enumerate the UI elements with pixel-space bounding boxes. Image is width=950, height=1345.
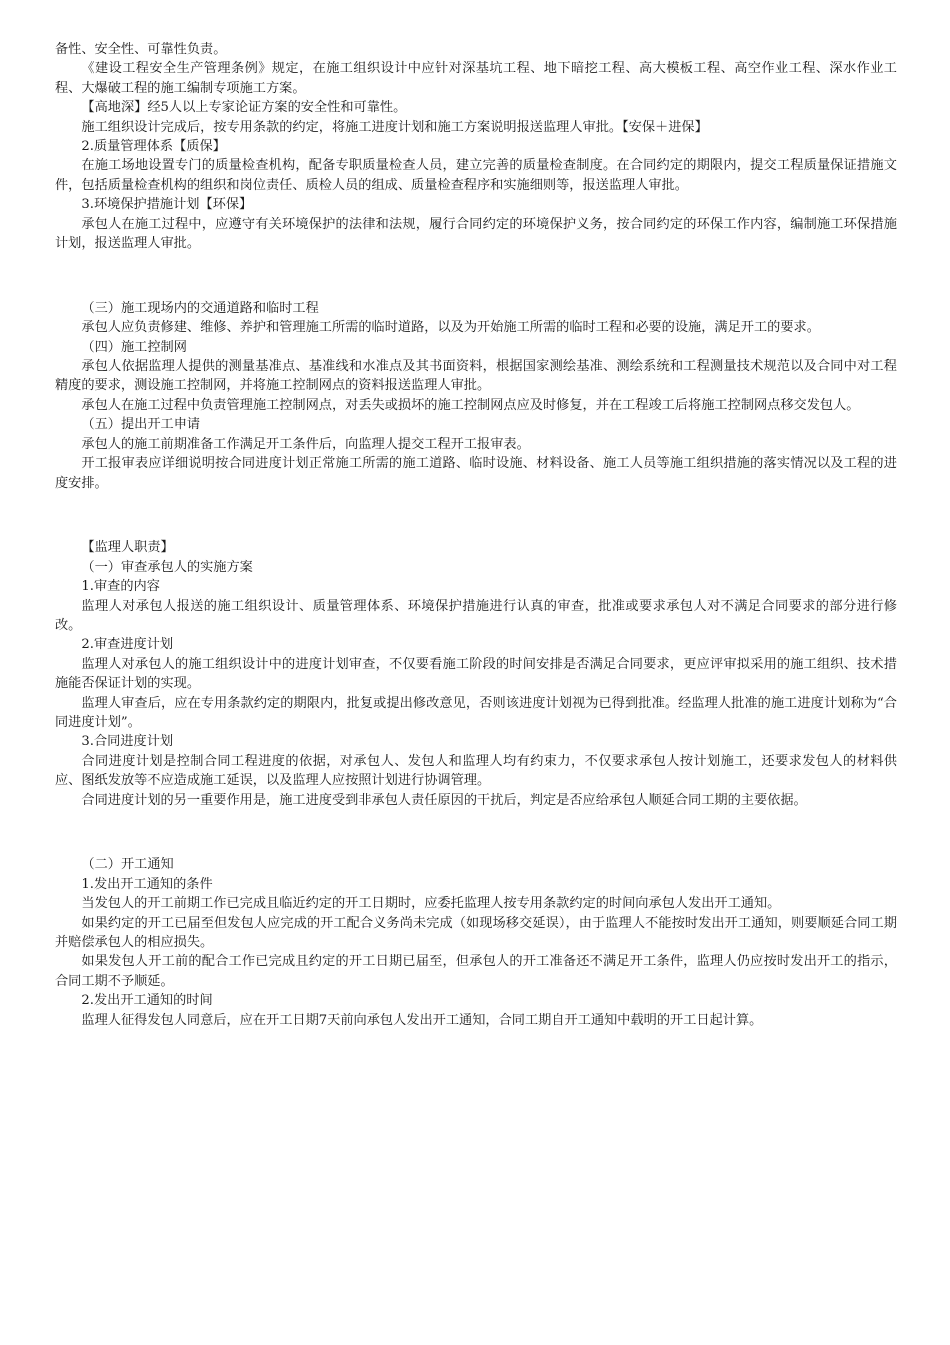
paragraph-spacer <box>55 506 897 525</box>
paragraph: 2.质量管理体系【质保】 <box>81 139 226 155</box>
paragraph: 合同进度计划是控制合同工程进度的依据，对承包人、发包人和监理人均有约束力，不仅要求承包人按计划施工，还要求发包人的材料供应、图纸发放等不应造成施工延误，以及监理人应按照计划进行协调管理。 <box>55 753 897 789</box>
paragraph: 承包人依据监理人提供的测量基准点、基准线和水准点及其书面资料，根据国家测绘基准、测绘系统和工程测量技术规范以及合同中对工程精度的要求，测设施工控制网，并将施工控制网点的资料报送监理人审批。 <box>55 359 897 394</box>
paragraph: 承包人在施工过程中负责管理施工控制网点，对丢失或损坏的施工控制网点应及时修复，并在工程竣工后将施工控制网点移交发包人。 <box>81 397 860 413</box>
paragraph: 监理人对承包人报送的施工组织设计、质量管理体系、环境保护措施进行认真的审查，批准或要求承包人对不满足合同要求的部分进行修改。 <box>55 598 897 633</box>
paragraph: 监理人审查后，应在专用条款约定的期限内，批复或提出修改意见，否则该进度计划视为已得到批准。经监理人批准的施工进度计划称为“合同进度计划”。 <box>55 695 897 730</box>
paragraph: （二）开工通知 <box>81 857 174 873</box>
paragraph-spacer <box>55 267 897 286</box>
paragraph: （四）施工控制网 <box>81 339 187 355</box>
document-page <box>55 40 897 1030</box>
paragraph: 承包人在施工过程中，应遵守有关环境保护的法律和法规，履行合同约定的环境保护义务，按合同约定的环保工作内容，编制施工环保措施计划，报送监理人审批。 <box>55 216 897 252</box>
paragraph: 如果发包人开工前的配合工作已完成且约定的开工日期已届至，但承包人的开工准备还不满足开工条件，监理人仍应按时发出开工的指示，合同工期不予顺延。 <box>55 954 897 989</box>
paragraph: 《建设工程安全生产管理条例》规定，在施工组织设计中应针对深基坑工程、地下暗挖工程、高大模板工程、高空作业工程、深水作业工程、大爆破工程的施工编制专项施工方案。 <box>55 61 897 96</box>
paragraph: 承包人应负责修建、维修、养护和管理施工所需的临时道路，以及为开始施工所需的临时工程和必要的设施，满足开工的要求。 <box>81 320 820 336</box>
paragraph: 3.合同进度计划 <box>81 734 174 750</box>
paragraph: 监理人征得发包人同意后，应在开工日期7天前向承包人发出开工通知，合同工期自开工通知中载明的开工日起计算。 <box>81 1012 763 1028</box>
paragraph: 在施工场地设置专门的质量检查机构，配备专职质量检查人员，建立完善的质量检查制度。在合同约定的期限内，提交工程质量保证措施文件，包括质量检查机构的组织和岗位责任、质检人员的组成、质量检查程序和实施细则等，报送监理人审批。 <box>55 158 897 193</box>
paragraph: 3.环境保护措施计划【环保】 <box>81 197 253 213</box>
paragraph: 承包人的施工前期准备工作满足开工条件后，向监理人提交工程开工报审表。 <box>81 436 530 452</box>
paragraph: 【监理人职责】 <box>81 540 174 556</box>
paragraph: 施工组织设计完成后，按专用条款的约定，将施工进度计划和施工方案说明报送监理人审批。【安保＋进保】 <box>81 119 708 135</box>
paragraph: （三）施工现场内的交通道路和临时工程 <box>81 300 319 316</box>
paragraph: 1.发出开工通知的条件 <box>81 876 213 892</box>
paragraph: 当发包人的开工前期工作已完成且临近约定的开工日期时，应委托监理人按专用条款约定的时间向承包人发出开工通知。 <box>81 896 781 912</box>
paragraph: 如果约定的开工已届至但发包人应完成的开工配合义务尚未完成（如现场移交延误），由于监理人不能按时发出开工通知，则要顺延合同工期并赔偿承包人的相应损失。 <box>55 915 897 950</box>
paragraph: 2.发出开工通知的时间 <box>81 993 213 1009</box>
paragraph: 合同进度计划的另一重要作用是，施工进度受到非承包人责任原因的干扰后，判定是否应给承包人顺延合同工期的主要依据。 <box>81 792 807 808</box>
paragraph: （五）提出开工申请 <box>81 417 201 433</box>
paragraph-spacer <box>55 823 897 842</box>
paragraph: 监理人对承包人的施工组织设计中的进度计划审查，不仅要看施工阶段的时间安排是否满足合同要求，更应评审拟采用的施工组织、技术措施能否保证计划的实现。 <box>55 656 897 692</box>
paragraph: 2.审查进度计划 <box>81 637 174 653</box>
paragraph: （一）审查承包人的实施方案 <box>81 559 253 575</box>
paragraph: 备性、安全性、可靠性负责。 <box>55 42 227 57</box>
paragraph: 【高地深】经5人以上专家论证方案的安全性和可靠性。 <box>81 100 407 116</box>
paragraph: 1.审查的内容 <box>81 579 160 595</box>
paragraph: 开工报审表应详细说明按合同进度计划正常施工所需的施工道路、临时设施、材料设备、施工人员等施工组织措施的落实情况以及工程的进度安排。 <box>55 456 897 491</box>
